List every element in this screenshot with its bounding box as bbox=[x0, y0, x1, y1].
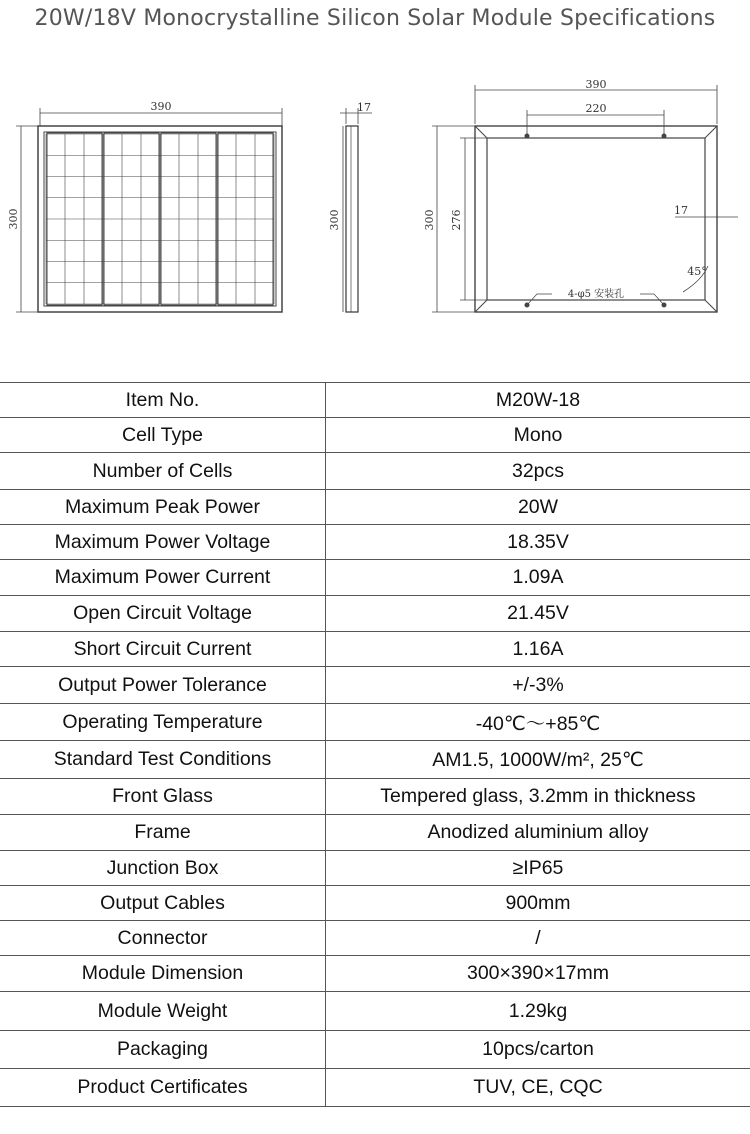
spec-value: 20W bbox=[326, 490, 750, 525]
back-inner-height-dim: 276 bbox=[450, 209, 463, 231]
spec-row bbox=[0, 560, 750, 596]
spec-value: 10pcs/carton bbox=[326, 1031, 750, 1069]
spec-value: 300×390×17mm bbox=[326, 956, 750, 992]
spec-label: Frame bbox=[0, 815, 326, 851]
front-width-dim: 390 bbox=[150, 100, 172, 113]
spec-value: TUV, CE, CQC bbox=[326, 1069, 750, 1107]
spec-label: Output Cables bbox=[0, 886, 326, 921]
spec-row bbox=[0, 886, 750, 921]
back-hole-spacing-dim: 220 bbox=[585, 102, 607, 115]
technical-drawings bbox=[0, 70, 750, 330]
spec-value: 21.45V bbox=[326, 596, 750, 632]
spec-value: ≥IP65 bbox=[326, 851, 750, 886]
spec-label: Connector bbox=[0, 921, 326, 956]
spec-row bbox=[0, 596, 750, 632]
spec-row bbox=[0, 490, 750, 525]
spec-label: Short Circuit Current bbox=[0, 632, 326, 667]
spec-value: Anodized aluminium alloy bbox=[326, 815, 750, 851]
side-view-drawing bbox=[340, 108, 372, 312]
spec-value: 900mm bbox=[326, 886, 750, 921]
spec-row bbox=[0, 383, 750, 418]
side-height-dim: 300 bbox=[328, 209, 341, 231]
spec-row bbox=[0, 851, 750, 886]
spec-row bbox=[0, 453, 750, 490]
spec-value: 1.29kg bbox=[326, 992, 750, 1031]
spec-row bbox=[0, 921, 750, 956]
spec-value: AM1.5, 1000W/m², 25℃ bbox=[326, 741, 750, 779]
spec-table bbox=[0, 382, 750, 1107]
spec-label: Front Glass bbox=[0, 779, 326, 815]
side-thickness-dim: 17 bbox=[357, 101, 371, 114]
drawings-svg bbox=[0, 70, 750, 330]
spec-label: Maximum Peak Power bbox=[0, 490, 326, 525]
spec-label: Junction Box bbox=[0, 851, 326, 886]
back-frame-dim: 17 bbox=[674, 204, 688, 217]
spec-row bbox=[0, 992, 750, 1031]
spec-label: Operating Temperature bbox=[0, 704, 326, 741]
spec-label: Standard Test Conditions bbox=[0, 741, 326, 779]
mounting-holes-note: 4-φ5 安装孔 bbox=[567, 289, 625, 300]
front-height-dim: 300 bbox=[7, 208, 20, 230]
spec-label: Number of Cells bbox=[0, 453, 326, 490]
spec-row bbox=[0, 704, 750, 741]
spec-row bbox=[0, 779, 750, 815]
spec-row bbox=[0, 815, 750, 851]
spec-label: Module Dimension bbox=[0, 956, 326, 992]
spec-row bbox=[0, 741, 750, 779]
back-height-dim: 300 bbox=[423, 209, 436, 231]
spec-row bbox=[0, 956, 750, 992]
spec-label: Cell Type bbox=[0, 418, 326, 453]
spec-label: Output Power Tolerance bbox=[0, 667, 326, 704]
spec-label: Item No. bbox=[0, 383, 326, 418]
page-title: 20W/18V Monocrystalline Silicon Solar Module Specifications bbox=[34, 6, 716, 31]
back-angle-dim: 45° bbox=[687, 265, 707, 278]
spec-row bbox=[0, 632, 750, 667]
spec-value: / bbox=[326, 921, 750, 956]
spec-label: Module Weight bbox=[0, 992, 326, 1031]
spec-row bbox=[0, 1031, 750, 1069]
spec-value: 18.35V bbox=[326, 525, 750, 560]
spec-label: Product Certificates bbox=[0, 1069, 326, 1107]
spec-value: 32pcs bbox=[326, 453, 750, 490]
spec-row bbox=[0, 525, 750, 560]
spec-value: +/-3% bbox=[326, 667, 750, 704]
spec-row bbox=[0, 667, 750, 704]
spec-label: Packaging bbox=[0, 1031, 326, 1069]
spec-value: 1.16A bbox=[326, 632, 750, 667]
spec-label: Maximum Power Voltage bbox=[0, 525, 326, 560]
spec-label: Open Circuit Voltage bbox=[0, 596, 326, 632]
spec-row bbox=[0, 418, 750, 453]
spec-value: Mono bbox=[326, 418, 750, 453]
spec-label: Maximum Power Current bbox=[0, 560, 326, 596]
front-view-drawing bbox=[16, 108, 282, 312]
spec-value: 1.09A bbox=[326, 560, 750, 596]
spec-value: Tempered glass, 3.2mm in thickness bbox=[326, 779, 750, 815]
spec-value: -40℃～+85℃ bbox=[326, 704, 750, 741]
spec-row bbox=[0, 1069, 750, 1107]
back-width-dim: 390 bbox=[585, 78, 607, 91]
spec-value: M20W-18 bbox=[326, 383, 750, 418]
